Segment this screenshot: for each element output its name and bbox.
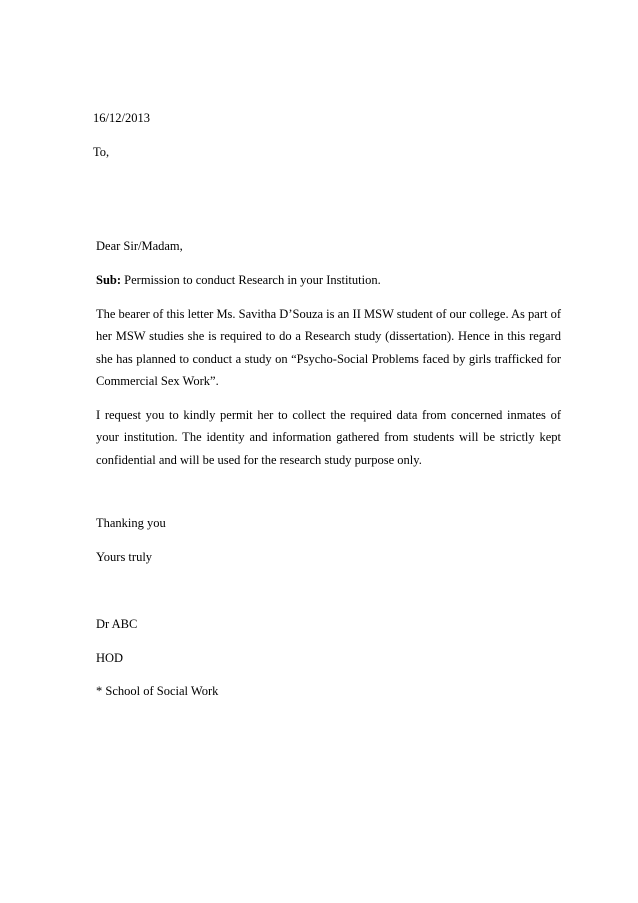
body-paragraph-2: I request you to kindly permit her to collect the required data from concerned inmates of your institution. The identity and information gathered from students will be strictly kept confidential and will be used for the research study purpose only. <box>96 408 561 467</box>
closing-thanks: Thanking you <box>96 516 166 530</box>
subject-text: Permission to conduct Research in your Institution. <box>121 273 381 287</box>
signatory-name: Dr ABC <box>96 617 138 631</box>
body-paragraph-1: The bearer of this letter Ms. Savitha D’Souza is an II MSW student of our college. As part of her MSW studies she is required to do a Research study (dissertation). Hence in this regard she has planned to conduct a study on “Psycho-Social Problems faced by girls trafficked for Commercial Sex Work”. <box>96 307 561 388</box>
salutation: Dear Sir/Madam, <box>96 239 183 253</box>
closing-yours: Yours truly <box>96 550 153 564</box>
recipient-line: To, <box>93 145 110 159</box>
signatory-title: HOD <box>96 651 124 665</box>
signatory-department: * School of Social Work <box>96 684 219 698</box>
subject-line <box>96 272 381 288</box>
subject-label: Sub: <box>96 273 122 287</box>
letter-date: 16/12/2013 <box>93 111 150 125</box>
